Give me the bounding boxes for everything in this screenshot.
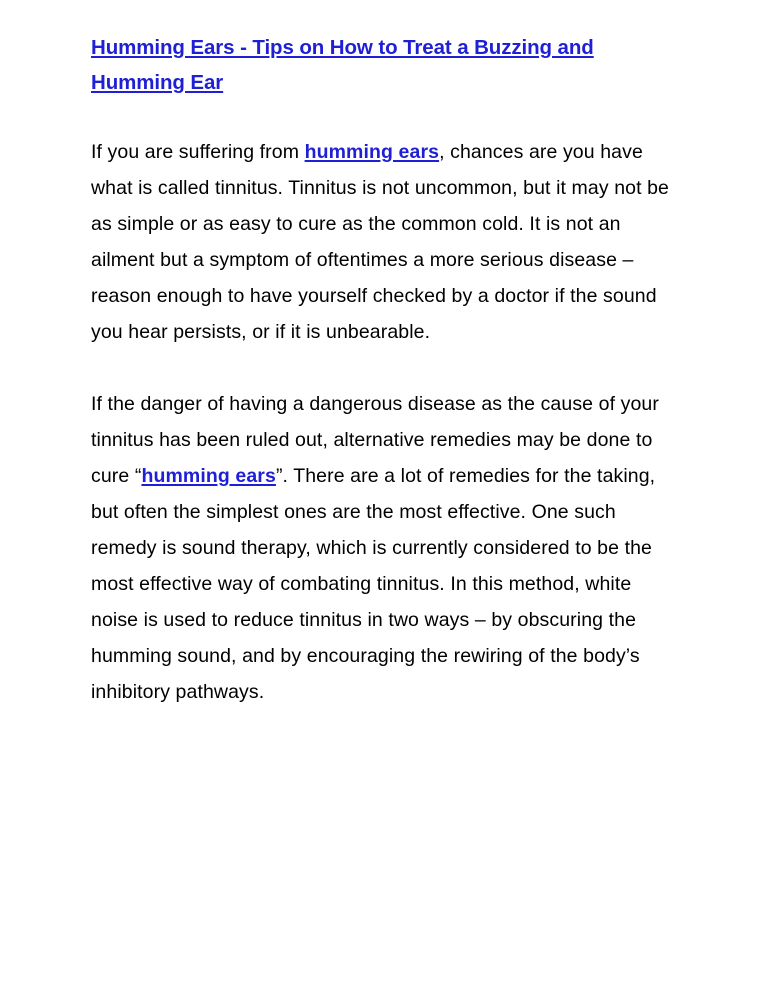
humming-ears-link-1[interactable]: humming ears [304, 141, 440, 163]
paragraph-1 [91, 134, 681, 350]
paragraph-1-text-before: If you are suffering from [91, 141, 305, 163]
paragraph-1-text-after: , chances are you have what is called tinnitus. Tinnitus is not uncommon, but it may not be as simple or as easy to cure as the common cold. It is not an ailment but a symptom of oftentimes a more serious disease – reason enough to have yourself checked by a doctor if the sound you hear persists, or if it is unbearable. [91, 141, 670, 343]
document-page [91, 30, 681, 710]
page-title [91, 30, 681, 100]
paragraph-2-text-before: If the danger of having a dangerous disease as the cause of your tinnitus has been ruled out, alternative remedies may be done to cure “ [91, 393, 659, 487]
title-link[interactable]: Humming Ears - Tips on How to Treat a Buzzing and Humming Ear [91, 36, 594, 94]
paragraph-2 [91, 386, 681, 710]
paragraph-2-text-after: ”. There are a lot of remedies for the taking, but often the simplest ones are the most effective. One such remedy is sound therapy, which is currently considered to be the most effective way of combating tinnitus. In this method, white noise is used to reduce tinnitus in two ways – by obscuring the humming sound, and by encouraging the rewiring of the body’s inhibitory pathways. [91, 465, 656, 703]
humming-ears-link-2[interactable]: humming ears [141, 465, 276, 487]
